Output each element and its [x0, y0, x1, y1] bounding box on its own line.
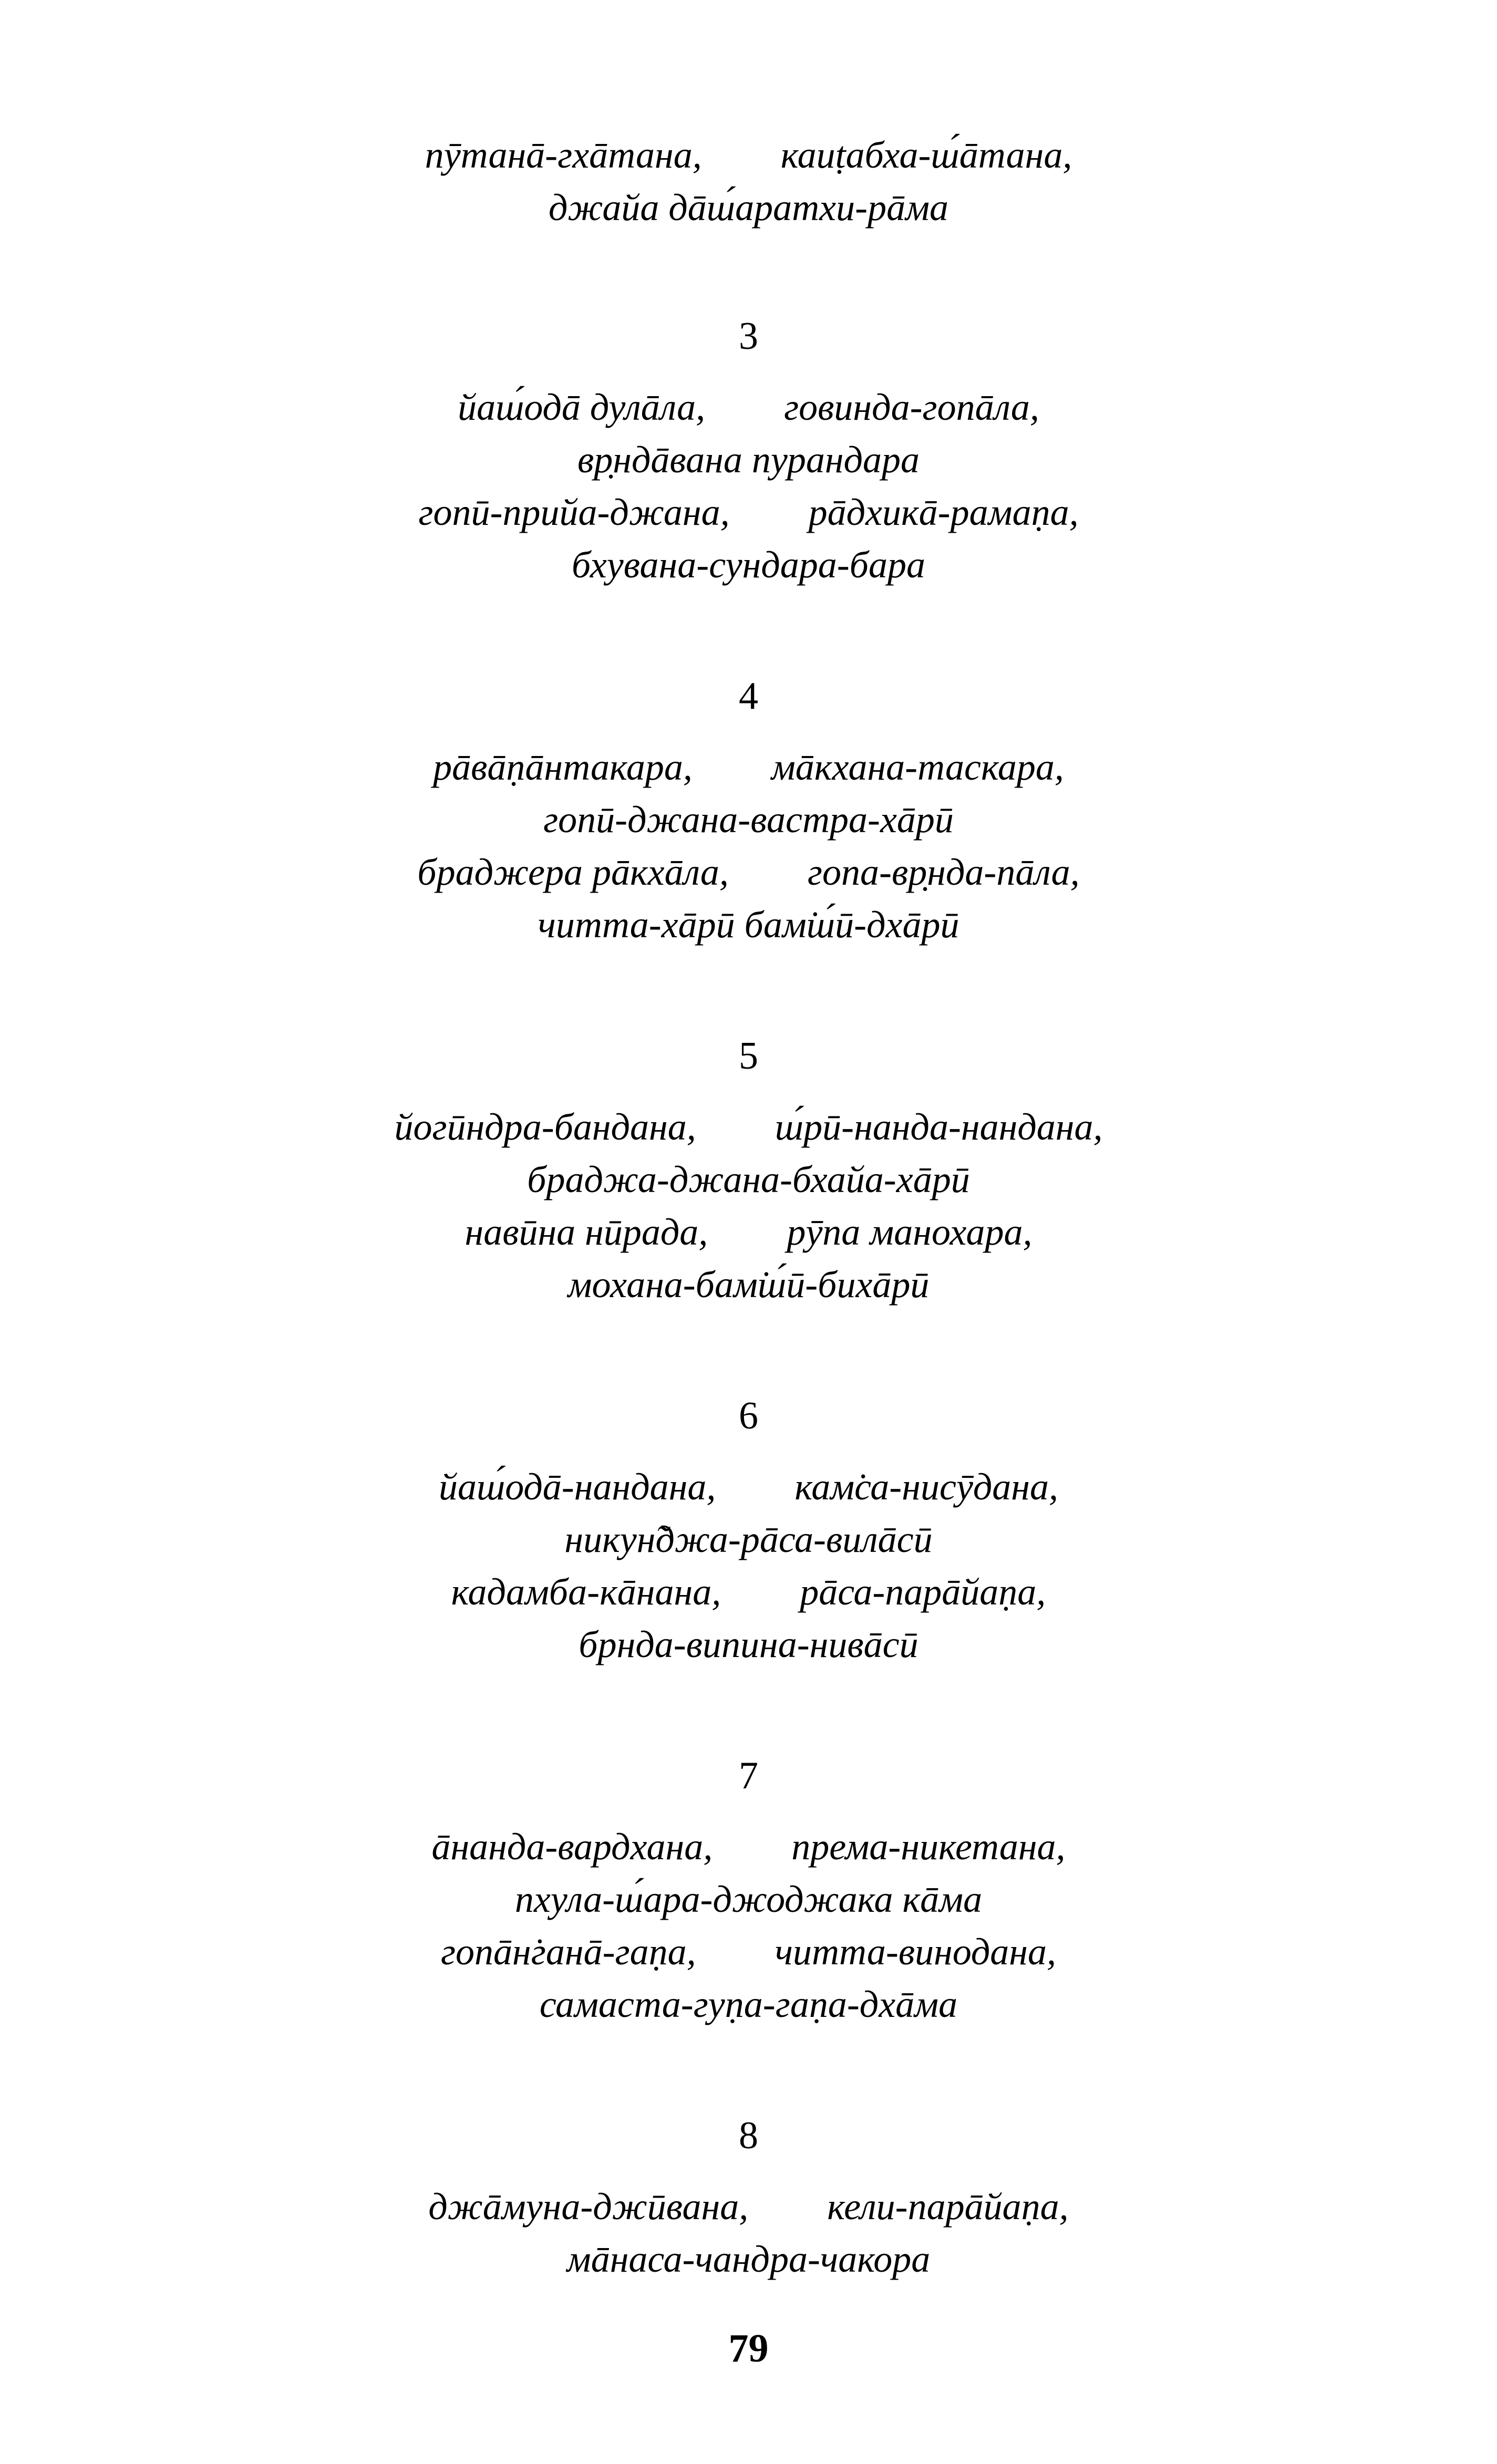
stanza-number: 3: [739, 315, 758, 358]
verse-half-left: йогӣндра-бандана,: [394, 1106, 696, 1148]
stanza-number: 7: [739, 1754, 758, 1797]
verse-line: [0, 486, 1497, 539]
verse-half-left: йаш́одā дулāла,: [458, 386, 706, 428]
verse-half-right: кели-парāйаṇа,: [827, 2186, 1069, 2228]
verse-line: [0, 1925, 1497, 1978]
verse-half-right: ш́рӣ-нанда-нандана,: [775, 1106, 1103, 1148]
verse-line: брнда-випина-нивāсӣ: [579, 1623, 918, 1665]
verse-line: самаста-гуṇа-гаṇа-дхāма: [539, 1983, 958, 2025]
verse-half-right: кам̇са-нисӯдана,: [794, 1466, 1059, 1508]
verse-line: [0, 129, 1497, 181]
verse-half-right: гопа-вр̣нда-пāла,: [807, 851, 1080, 893]
verse-line: вр̣ндāвана пурандара: [577, 439, 920, 481]
verse-half-right: каиṭабха-ш́āтана,: [780, 134, 1072, 176]
stanza-number: 8: [739, 2114, 758, 2157]
verse-half-left: гопāн̇ганā-гаṇа,: [440, 1931, 696, 1973]
verse-line: джайа дāш́аратхи-рāма: [548, 187, 949, 229]
verse-line: браджа-джана-бхайа-хāрӣ: [527, 1158, 970, 1200]
stanza-number: 4: [739, 675, 758, 718]
verse-line: [0, 1206, 1497, 1258]
verse-half-left: кадамба-кāнана,: [451, 1571, 721, 1613]
verse-half-right: рāса-парāйаṇа,: [800, 1571, 1046, 1613]
verse-half-left: гопӣ-прийа-джана,: [418, 491, 730, 533]
page-number: 79: [728, 2326, 769, 2370]
verse-half-right: рāдхикā-рамаṇа,: [808, 491, 1079, 533]
verse-half-right: према-никетана,: [791, 1826, 1066, 1868]
verse-line: [0, 1566, 1497, 1618]
verse-half-left: йаш́одā-нандана,: [438, 1466, 716, 1508]
verse-half-left: браджера рāкхāла,: [417, 851, 729, 893]
verse-half-left: āнанда-вардхана,: [431, 1826, 713, 1868]
verse-half-right: читта-винодана,: [775, 1931, 1057, 1973]
verse-half-left: навӣна нӣрада,: [464, 1211, 708, 1253]
verse-line: [0, 381, 1497, 433]
verse-line: [0, 1820, 1497, 1873]
verse-line: [0, 1101, 1497, 1153]
verse-half-right: мāкхана-таскара,: [771, 746, 1064, 788]
verse-line: мāнаса-чандра-чакора: [566, 2238, 931, 2280]
verse-line: никун̃джа-рāса-вилāсӣ: [564, 1518, 933, 1560]
verse-line: [0, 1461, 1497, 1513]
verse-line: читта-хāрӣ бам̇ш́ӣ-дхāрӣ: [538, 904, 959, 946]
verse-half-left: рāвāṇāнтакара,: [433, 746, 693, 788]
verse-half-right: говинда-гопāла,: [784, 386, 1039, 428]
stanza-number: 5: [739, 1034, 758, 1078]
verse-line: пхула-ш́ара-джоджака кāма: [514, 1878, 983, 1920]
verse-half-left: джāмуна-джӣвана,: [428, 2186, 749, 2228]
stanza-number: 6: [739, 1394, 758, 1437]
verse-half-right: рӯпа манохара,: [787, 1211, 1033, 1253]
verse-line: мохана-бам̇ш́ӣ-бихāрӣ: [567, 1264, 930, 1306]
verse-line: [0, 846, 1497, 898]
verse-line: бхувана-сундара-бара: [572, 544, 925, 586]
verse-half-left: пӯтанā-гхāтана,: [425, 134, 702, 176]
verse-line: [0, 741, 1497, 793]
verse-line: [0, 2180, 1497, 2233]
verse-line: гопӣ-джана-вастра-хāрӣ: [543, 799, 954, 841]
